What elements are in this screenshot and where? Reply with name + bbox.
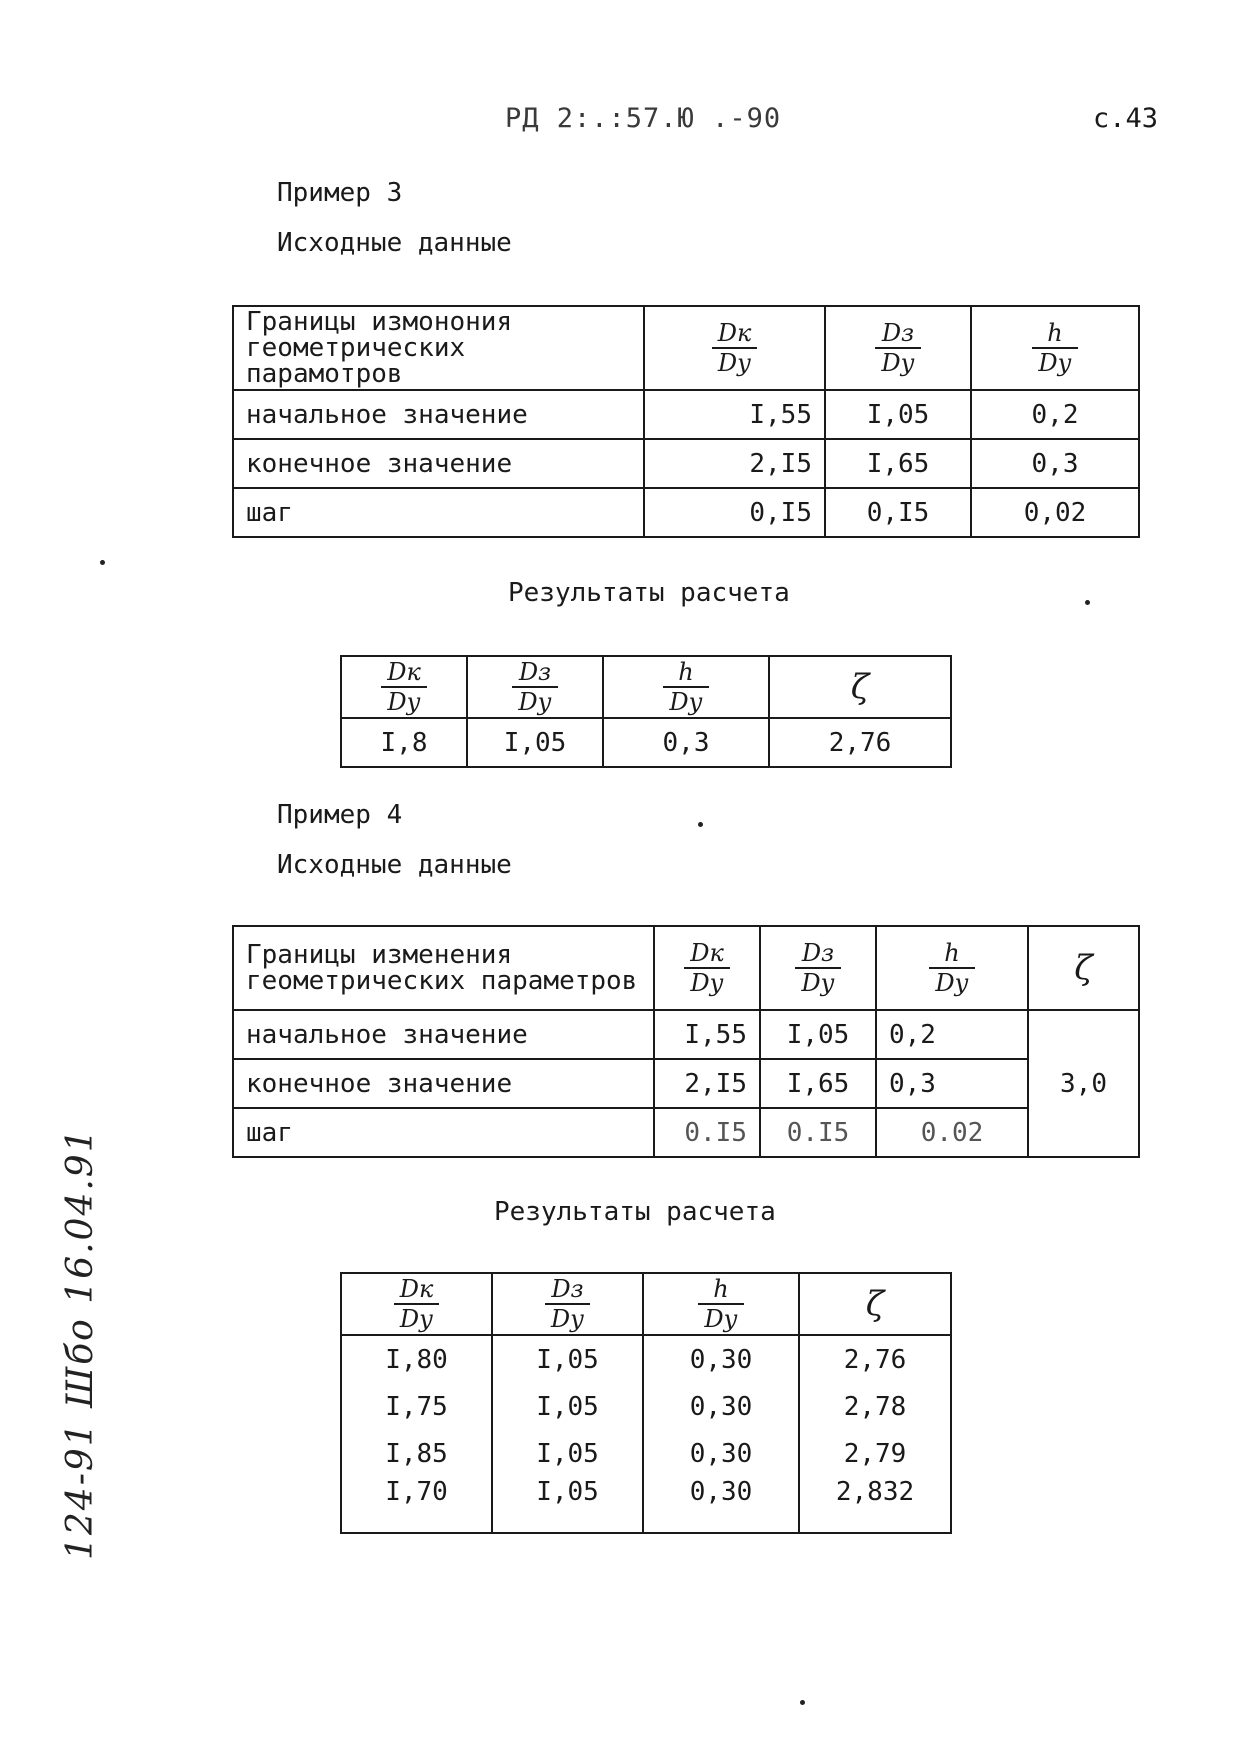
zeta-value-cell: 3,0 (1028, 1010, 1139, 1157)
table-header-label (233, 926, 654, 1010)
table-row: I,80 I,05 0,30 2,76 (341, 1335, 951, 1383)
header-label-line2: геометрических параметров (246, 966, 638, 996)
example4-results-table (340, 1272, 952, 1534)
example4-title: Пример 4 (277, 800, 403, 830)
table-row: I,8 I,05 0,3 2,76 (341, 718, 951, 767)
example4-results-heading: Результаты расчета (494, 1197, 776, 1227)
scan-speck (698, 822, 703, 827)
example3-input-heading: Исходные данные (277, 228, 512, 258)
handwritten-margin-note: 124-91 Шбо 16.04.91 (60, 1127, 101, 1560)
table-row: конечное значение 2,I5 I,65 0,3 (233, 439, 1139, 488)
res-col-dz-dy: $\frac{Dз}{Dу}$ (492, 1273, 643, 1335)
col-dk-dy-header: $\frac{Dк}{Dу}$ (654, 926, 760, 1010)
table-row: I,70 I,05 0,30 2,832 (341, 1477, 951, 1533)
res-col-dk-dy: $\frac{Dк}{Dу}$ (341, 656, 467, 718)
table-row: I,85 I,05 0,30 2,79 (341, 1430, 951, 1477)
scan-speck (800, 1700, 805, 1705)
table-row: шаг 0,I5 0,I5 0,02 (233, 488, 1139, 537)
example3-results-table (340, 655, 952, 768)
col-dk-dy-header: $\frac{Dк}{Dу}$ (644, 306, 825, 390)
scan-speck (100, 560, 105, 565)
document-code: РД 2:.:57.Ю .-90 (505, 103, 782, 134)
res-col-dz-dy: $\frac{Dз}{Dу}$ (467, 656, 603, 718)
example4-input-heading: Исходные данные (277, 850, 512, 880)
table-row: I,75 I,05 0,30 2,78 (341, 1383, 951, 1430)
col-zeta-header: ζ (1028, 926, 1139, 1010)
example3-input-table (232, 305, 1140, 538)
table-header-label (233, 306, 644, 390)
example3-results-heading: Результаты расчета (508, 578, 790, 608)
table-row: начальное значение I,55 I,05 0,2 3,0 (233, 1010, 1139, 1059)
table-row: шаг 0.I5 0.I5 0.02 (233, 1108, 1139, 1157)
res-col-h-dy: $\frac{h}{Dу}$ (603, 656, 769, 718)
table-row: конечное значение 2,I5 I,65 0,3 (233, 1059, 1139, 1108)
example4-input-table (232, 925, 1140, 1158)
scan-speck (1085, 600, 1090, 605)
res-col-h-dy: $\frac{h}{Dу}$ (643, 1273, 799, 1335)
col-dz-dy-header: $\frac{Dз}{Dу}$ (760, 926, 876, 1010)
header-label-line1: Границы измонония (246, 307, 513, 337)
col-dz-dy-header: $\frac{Dз}{Dу}$ (825, 306, 971, 390)
example3-title: Пример 3 (277, 178, 403, 208)
header-label-line1: Границы изменения (246, 940, 513, 970)
table-row: начальное значение I,55 I,05 0,2 (233, 390, 1139, 439)
header-label-line2: геометрических парамотров (246, 333, 466, 389)
res-col-zeta: ζ (799, 1273, 951, 1335)
res-col-zeta: ζ (769, 656, 951, 718)
res-col-dk-dy: $\frac{Dк}{Dу}$ (341, 1273, 492, 1335)
page-number: с.43 (1093, 103, 1159, 134)
col-h-dy-header: $\frac{h}{Dу}$ (876, 926, 1028, 1010)
col-h-dy-header: $\frac{h}{Dу}$ (971, 306, 1139, 390)
